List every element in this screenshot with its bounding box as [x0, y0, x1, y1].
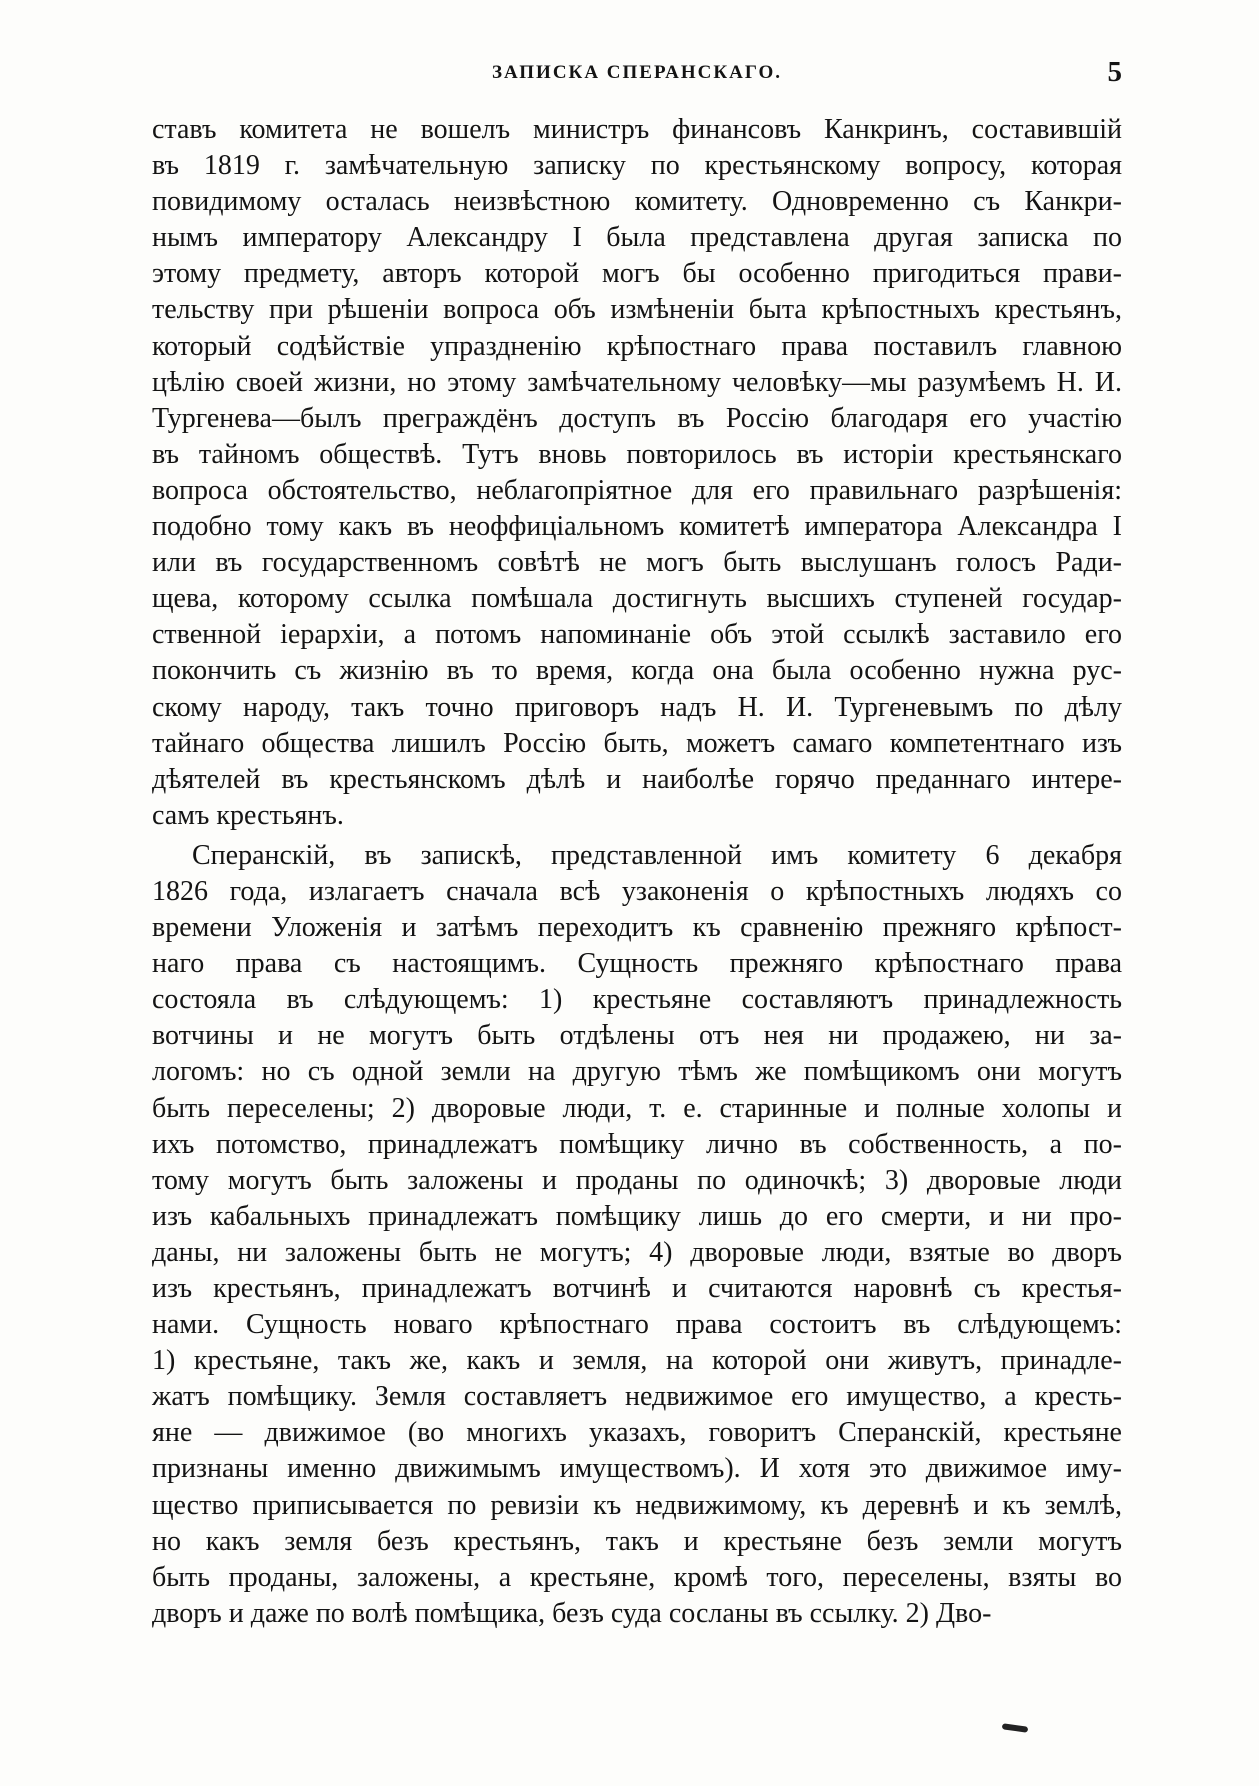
text-line: яне — движимое (во многихъ указахъ, говоритъ Сперанскій, крестьяне	[152, 1417, 1122, 1449]
text-line: тайнаго общества лишилъ Россію быть, можетъ самаго компетентнаго изъ	[152, 727, 1122, 759]
text-line: нымъ императору Александру I была представлена другая записка по	[152, 222, 1122, 254]
text-line: быть переселены; 2) дворовые люди, т. е. старинные и полные холопы и	[152, 1092, 1122, 1124]
text-line: но какъ земля безъ крестьянъ, такъ и крестьяне безъ земли могутъ	[152, 1525, 1122, 1557]
text-line: быть проданы, заложены, а крестьяне, кромѣ того, переселены, взяты во	[152, 1561, 1122, 1593]
text-line: щева, которому ссылка помѣшала достигнуть высшихъ ступеней государ-	[152, 583, 1122, 615]
text-line: въ тайномъ обществѣ. Тутъ вновь повторилось въ исторіи крестьянскаго	[152, 438, 1122, 470]
text-line: 1826 года, излагаетъ сначала всѣ узаконенія о крѣпостныхъ людяхъ со	[152, 875, 1122, 907]
text-line: цѣлію своей жизни, но этому замѣчательному человѣку—мы разумѣемъ Н. И.	[152, 366, 1122, 398]
text-line: нами. Сущность новаго крѣпостнаго права состоитъ въ слѣдующемъ:	[152, 1309, 1122, 1341]
text-line: даны, ни заложены быть не могутъ; 4) дворовые люди, взятые во дворъ	[152, 1236, 1122, 1268]
text-line: логомъ: но съ одной земли на другую тѣмъ же помѣщикомъ они могутъ	[152, 1056, 1122, 1088]
text-line: покончить съ жизнію въ то время, когда она была особенно нужна рус-	[152, 655, 1122, 687]
paragraph	[152, 838, 1122, 1632]
text-line: дѣятелей въ крестьянскомъ дѣлѣ и наиболѣе горячо преданнаго интере-	[152, 763, 1122, 795]
running-title: ЗАПИСКА СПЕРАНСКАГО.	[491, 62, 782, 83]
text-line: самъ крестьянъ.	[152, 799, 344, 831]
text-line: повидимому осталась неизвѣстною комитету. Одновременно съ Канкри-	[152, 186, 1122, 218]
text-line: который содѣйствіе упраздненію крѣпостнаго права поставилъ главною	[152, 330, 1122, 362]
text-line: подобно тому какъ въ неоффиціальномъ комитетѣ императора Александра I	[152, 511, 1122, 543]
text-line: въ 1819 г. замѣчательную записку по крестьянскому вопросу, которая	[152, 150, 1122, 182]
paragraph	[152, 112, 1122, 834]
text-line: ихъ потомство, принадлежатъ помѣщику лично въ собственность, а по-	[152, 1128, 1122, 1160]
text-line: вотчины и не могутъ быть отдѣлены отъ нея ни продажею, ни за-	[152, 1020, 1122, 1052]
text-line: этому предмету, авторъ которой могъ бы особенно пригодиться прави-	[152, 258, 1122, 290]
text-line: тельству при рѣшеніи вопроса объ измѣненіи быта крѣпостныхъ крестьянъ,	[152, 294, 1122, 326]
text-line: Сперанскій, въ запискѣ, представленной имъ комитету 6 декабря	[192, 839, 1122, 871]
text-line: 1) крестьяне, такъ же, какъ и земля, на которой они живутъ, принадле-	[152, 1345, 1122, 1377]
text-line: скому народу, такъ точно приговоръ надъ Н. И. Тургеневымъ по дѣлу	[152, 691, 1122, 723]
text-line: дворъ и даже по волѣ помѣщика, безъ суда сосланы въ ссылку. 2) Дво-	[152, 1597, 992, 1629]
running-header	[152, 56, 1122, 96]
text-line: признаны именно движимымъ имуществомъ). И хотя это движимое иму-	[152, 1453, 1122, 1485]
text-line: времени Уложенія и затѣмъ переходитъ къ сравненію прежняго крѣпост-	[152, 912, 1122, 944]
page-number: 5	[1107, 56, 1122, 88]
text-line: ственной іерархіи, а потомъ напоминаніе объ этой ссылкѣ заставило его	[152, 619, 1122, 651]
text-line: Тургенева—былъ преграждёнъ доступъ въ Россію благодаря его участію	[152, 402, 1122, 434]
text-line: изъ крестьянъ, принадлежатъ вотчинѣ и считаются наровнѣ съ крестья-	[152, 1273, 1122, 1304]
text-line: изъ кабальныхъ принадлежатъ помѣщику лишь до его смерти, и ни про-	[152, 1200, 1122, 1232]
text-line: состояла въ слѣдующемъ: 1) крестьяне составляютъ принадлежность	[152, 984, 1122, 1016]
text-line: жатъ помѣщику. Земля составляетъ недвижимое его имущество, а кресть-	[152, 1381, 1122, 1413]
text-line: вопроса обстоятельство, неблагопріятное для его правильнаго разрѣшенія:	[152, 474, 1122, 506]
text-line: наго права съ настоящимъ. Сущность прежняго крѣпостнаго права	[152, 948, 1122, 980]
ink-mark	[1002, 1723, 1029, 1733]
text-line: щество приписывается по ревизіи къ недвижимому, къ деревнѣ и къ землѣ,	[152, 1489, 1122, 1521]
text-line: или въ государственномъ совѣтѣ не могъ быть выслушанъ голосъ Ради-	[152, 547, 1122, 579]
text-line: тому могутъ быть заложены и проданы по одиночкѣ; 3) дворовые люди	[152, 1164, 1122, 1196]
text-line: ставъ комитета не вошелъ министръ финансовъ Канкринъ, составившій	[152, 114, 1122, 145]
body-text	[152, 112, 1122, 1632]
